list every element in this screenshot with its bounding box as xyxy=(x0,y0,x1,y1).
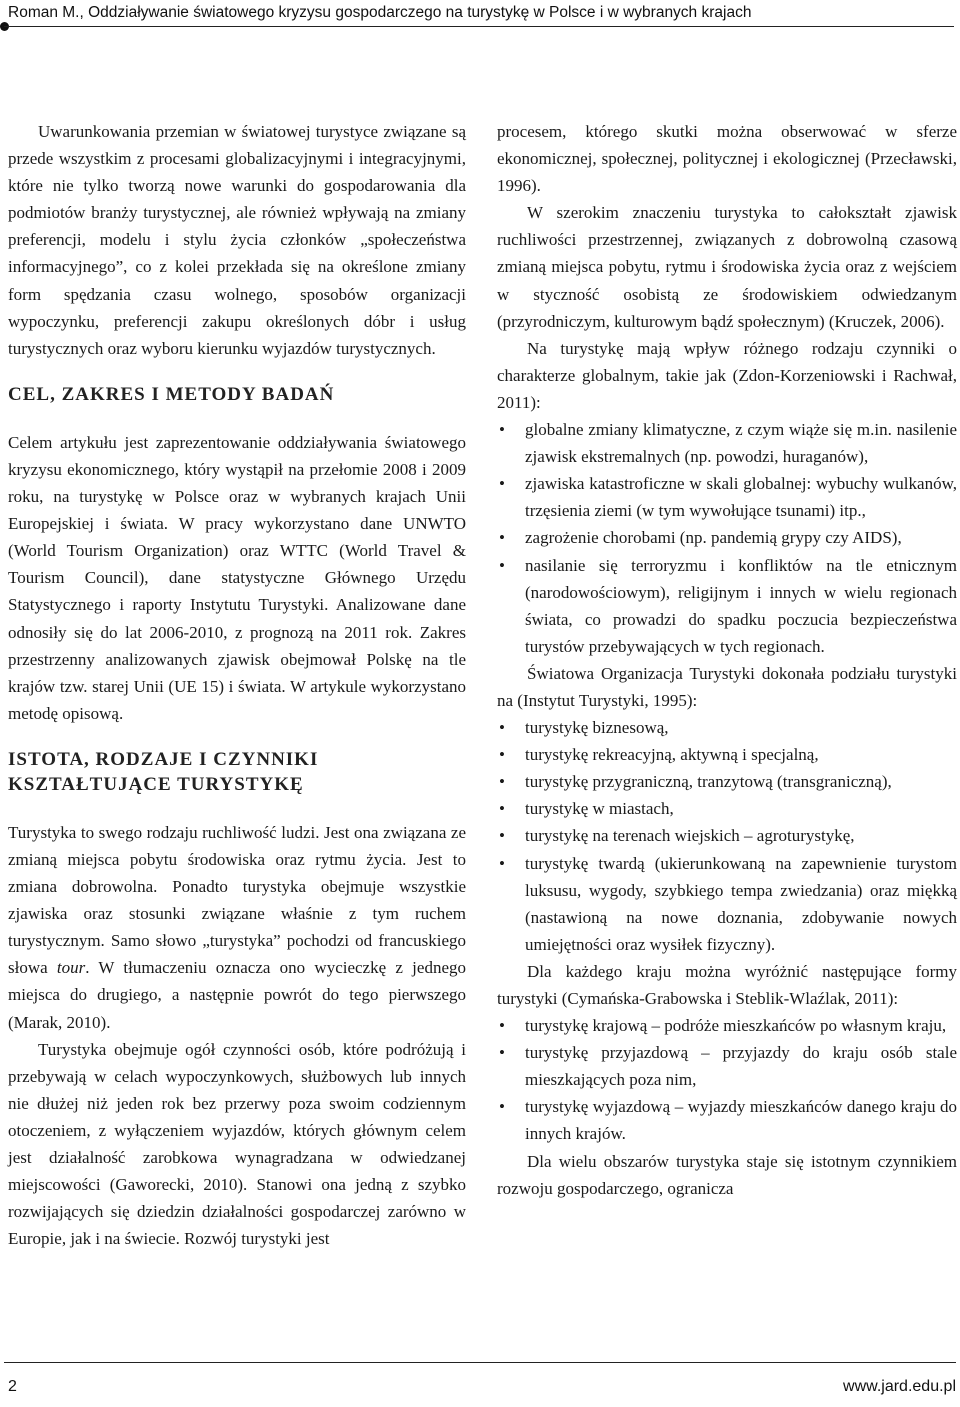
paragraph-szerokim: W szerokim znaczeniu turystyka to całokształt zjawisk ruchliwości przestrzennej, związanych z dobrowolną czasową zmianą miejsca pobytu, rytmu i środowiska życia oraz z wejściem w styczność osobistą ze środowiskiem odwiedzanym (przyrodniczym, kulturowym bądź społecznym) (Kruczek, 2006). xyxy=(497,203,957,331)
list-item-text: turystykę w miastach, xyxy=(525,799,674,819)
list-item xyxy=(497,552,957,660)
list-item xyxy=(497,741,957,768)
list-item xyxy=(497,524,957,551)
list-item xyxy=(497,850,957,958)
list-item-text: turystykę rekreacyjną, aktywną i specjalną, xyxy=(525,745,819,765)
paragraph-cel: Celem artykułu jest zaprezentowanie oddziaływania światowego kryzysu ekonomicznego, który wystąpił na przełomie 2008 i 2009 roku, na turystykę w Polsce oraz w wybranych krajach Unii Europejskiej i świata. W pracy wykorzystano dane UNWTO (World Tourism Organization) oraz WTTC (World Travel & Tourism Council), dane statystyczne Głównego Urzędu Statystycznego i raporty Instytutu Turystyki. Analizowane dane odnosiły się do lat 2006-2010, z prognozą na 2011 rok. Zakres przestrzenny analizowanych zjawisk obejmował Polskę na tle krajów tzw. starej Unii (UE 15) i świata. W artykule wykorzystano metodę opisową. xyxy=(8,432,466,723)
bullet-icon: • xyxy=(499,799,505,819)
list-item xyxy=(497,1039,957,1093)
paragraph-istota xyxy=(8,819,466,1036)
intro-paragraph: Uwarunkowania przemian w światowej turystyce związane są przede wszystkim z procesami globalizacyjnymi i integracyjnymi, które nie tylko tworzą nowe warunki do gospodarowania dla podmiotów branży turystycznej, ale również wpływają na zmiany preferencji, modelu i stylu życia członków „społeczeństwa informacyjnego”, co z kolei przekłada się na określone zmiany form spędzania czasu wolnego, sposobów organizacji wypoczynku, preferencji zakupu określonych dóbr i usług turystycznych oraz wyboru kierunku wyjazdów turystycznych. xyxy=(8,122,466,358)
bullet-icon: • xyxy=(499,555,505,575)
list-item-text: turystykę na terenach wiejskich – agroturystykę, xyxy=(525,826,855,846)
bullet-icon: • xyxy=(499,528,505,548)
page-number: 2 xyxy=(8,1378,17,1395)
list-item xyxy=(497,1093,957,1147)
paragraph-istota-part2: . W tłumaczeniu oznacza ono wycieczkę z jednego miejsca do drugiego, a następnie powrót do tego pierwszego (Marak, 2010). xyxy=(8,958,466,1032)
list-item-text: turystykę wyjazdową – wyjazdy mieszkańców danego kraju do innych krajów. xyxy=(525,1097,957,1144)
italic-word-tour: tour xyxy=(56,958,86,978)
right-column xyxy=(497,118,957,1202)
paragraph-wto: Światowa Organizacja Turystyki dokonała podziału turystyki na (Instytut Turystyki, 1995): xyxy=(497,663,957,710)
section-heading-cel: CEL, ZAKRES I METODY BADAŃ xyxy=(8,383,335,405)
list-item-text: turystykę krajową – podróże mieszkańców po własnym kraju, xyxy=(525,1016,947,1036)
bullet-icon: • xyxy=(499,420,505,440)
list-item xyxy=(497,470,957,524)
list-item-text: turystykę biznesową, xyxy=(525,718,669,738)
bullet-icon: • xyxy=(499,474,505,494)
bullet-icon: • xyxy=(499,718,505,738)
paragraph-czynniki: Na turystykę mają wpływ różnego rodzaju czynniki o charakterze globalnym, takie jak (Zdon-Korzeniowski i Rachwał, 2011): xyxy=(497,338,957,412)
paragraph-last: Dla wielu obszarów turystyka staje się istotnym czynnikiem rozwoju gospodarczego, ogranicza xyxy=(497,1151,957,1198)
list-item-text: turystykę przyjazdową – przyjazdy do kraju osób stale mieszkających poza nim, xyxy=(525,1043,957,1090)
bullet-icon: • xyxy=(499,1097,505,1117)
bullet-icon: • xyxy=(499,1016,505,1036)
list-item-text: globalne zmiany klimatyczne, z czym wiąże się m.in. nasilenie zjawisk ekstremalnych (np. powodzi, huraganów), xyxy=(525,420,957,467)
section-heading-istota: ISTOTA, RODZAJE I CZYNNIKI KSZTAŁTUJĄCE TURYSTYKĘ xyxy=(8,748,319,795)
list-item-text: turystykę przygraniczną, tranzytową (transgraniczną), xyxy=(525,772,892,792)
paragraph-continuation: procesem, którego skutki można obserwować w sferze ekonomicznej, społecznej, politycznej i ekologicznej (Przecławski, 1996). xyxy=(497,122,957,196)
bullet-icon: • xyxy=(499,772,505,792)
footer-rule xyxy=(4,1362,956,1363)
list-czynniki xyxy=(497,416,957,660)
list-item-text: zjawiska katastroficzne w skali globalnej: wybuchy wulkanów, trzęsienia ziemi (w tym wywołujące tsunami) itp., xyxy=(525,474,957,521)
header-rule xyxy=(4,26,954,27)
bullet-icon: • xyxy=(499,826,505,846)
list-item xyxy=(497,768,957,795)
running-head: Roman M., Oddziaływanie światowego kryzysu gospodarczego na turystykę w Polsce i w wybranych krajach xyxy=(8,4,752,21)
footer-url-link[interactable]: www.jard.edu.pl xyxy=(843,1378,956,1395)
list-item-text: turystykę twardą (ukierunkowaną na zapewnienie turystom luksusu, wygody, szybkiego tempa zwiedzania) oraz miękką (nastawioną na nowe doznania, zdobywanie nowych umiejętności oraz wysiłek fizyczny). xyxy=(525,853,957,954)
list-formy xyxy=(497,1012,957,1147)
list-item xyxy=(497,795,957,822)
list-item-text: nasilanie się terroryzmu i konfliktów na tle etnicznym (narodowościowym), religijnym i innych w wielu regionach świata, co prowadzi do spadku poczucia bezpieczeństwa turystów przebywających w tych regionach. xyxy=(525,555,957,656)
list-item xyxy=(497,416,957,470)
list-item xyxy=(497,822,957,849)
bullet-icon: • xyxy=(499,853,505,873)
paragraph-istota-part1: Turystyka to swego rodzaju ruchliwość ludzi. Jest ona związana ze zmianą miejsca pobytu środowiska oraz rytmu życia. Jest to zmiana dobrowolna. Ponadto turystyka obejmuje wszystkie zjawiska oraz stosunki związane właśnie z tym ruchem turystycznym. Samo słowo „turystyka” pochodzi od francuskiego słowa xyxy=(8,822,466,978)
left-column xyxy=(8,118,466,1252)
bullet-icon: • xyxy=(499,745,505,765)
list-item-text: zagrożenie chorobami (np. pandemią grypy czy AIDS), xyxy=(525,528,902,548)
paragraph-obejmuje: Turystyka obejmuje ogół czynności osób, które podróżują i przebywają w celach wypoczynkowych, służbowych lub innych nie dłużej niż jeden rok bez przerwy poza swoim codziennym otoczeniem, z wyłączeniem wyjazdów, których głównym celem jest działalność zarobkowa wynagradzana w odwiedzanej miejscowości (Gaworecki, 2010). Stanowi ona jedną z szybko rozwijających się dziedzin działalności gospodarczej zarówno w Europie, jak i na świecie. Rozwój turystyki jest xyxy=(8,1039,466,1249)
list-podzial xyxy=(497,714,957,958)
paragraph-kraj: Dla każdego kraju można wyróżnić następujące formy turystyki (Cymańska-Grabowska i Steblik-Wlaźlak, 2011): xyxy=(497,961,957,1008)
bullet-icon: • xyxy=(499,1043,505,1063)
list-item xyxy=(497,1012,957,1039)
list-item xyxy=(497,714,957,741)
